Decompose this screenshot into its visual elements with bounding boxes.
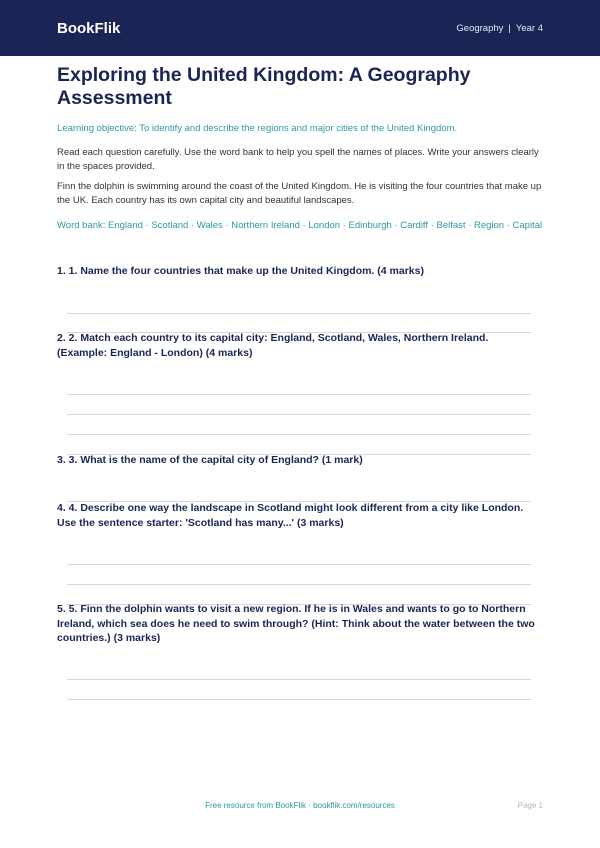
- answer-line[interactable]: [67, 679, 531, 680]
- answer-line[interactable]: [67, 414, 531, 415]
- question-2: 2. 2. Match each country to its capital city: England, Scotland, Wales, Northern Ireland. (Example: England - London) (4 marks): [57, 332, 489, 359]
- answer-line[interactable]: [67, 564, 531, 565]
- answer-line[interactable]: [67, 434, 531, 435]
- question-5: 5. 5. Finn the dolphin wants to visit a new region. If he is in Wales and wants to go to Northern Ireland, which sea does he need to swim through? (Hint: Think about the water between the two countries.) (3 marks): [57, 603, 535, 644]
- brand-logo: BookFlik: [57, 19, 121, 37]
- learning-objective: Learning objective: To identify and describe the regions and major cities of the United Kingdom.: [57, 123, 458, 134]
- header-meta: [456, 23, 543, 34]
- subject-label: Geography: [456, 22, 504, 34]
- header-bar: [0, 0, 600, 56]
- question-3: 3. 3. What is the name of the capital city of England? (1 mark): [57, 454, 363, 466]
- year-label: Year 4: [515, 22, 543, 34]
- question-1: 1. 1. Name the four countries that make up the United Kingdom. (4 marks): [57, 265, 424, 277]
- answer-line[interactable]: [67, 313, 531, 314]
- footer-text: Free resource from BookFlik · bookflik.com/resources: [205, 801, 395, 810]
- instructions: Read each question carefully. Use the word bank to help you spell the names of places. Write your answers clearly in the spaces provided.: [57, 147, 539, 172]
- page-number: Page 1: [517, 801, 543, 810]
- answer-line[interactable]: [67, 699, 531, 700]
- answer-line[interactable]: [67, 584, 531, 585]
- answer-line[interactable]: [67, 394, 531, 395]
- page-title: Exploring the United Kingdom: A Geography Assessment: [57, 64, 471, 109]
- word-bank: Word bank: England · Scotland · Wales · Northern Ireland · London · Edinburgh · Cardiff · Belfast · Region · Capital: [57, 220, 543, 231]
- meta-separator: |: [508, 22, 511, 34]
- question-4: 4. 4. Describe one way the landscape in Scotland might look different from a city like London. Use the sentence starter: 'Scotland has many...' (3 marks): [57, 502, 524, 529]
- intro-text: Finn the dolphin is swimming around the coast of the United Kingdom. He is visiting the four countries that make up the UK. Each country has its own capital city and beautiful landscapes.: [57, 181, 542, 206]
